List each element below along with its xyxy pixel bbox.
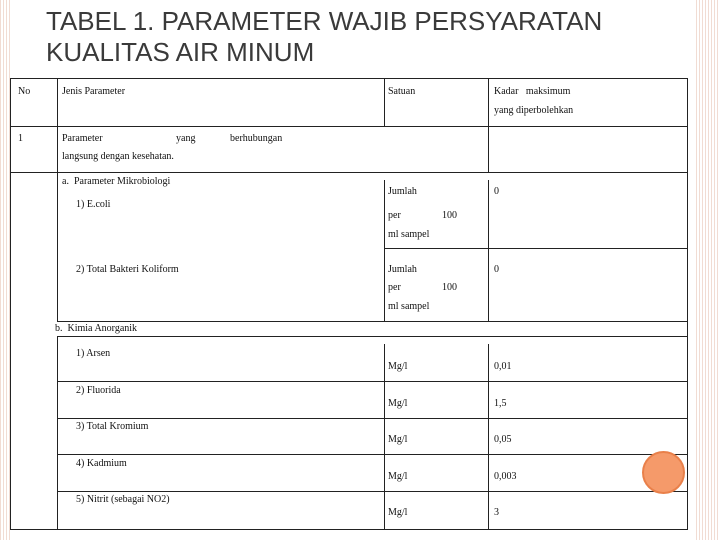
koliform-satuan-3: 100: [442, 282, 457, 293]
kimia-row-2-satuan: Mg/l: [388, 398, 408, 409]
ecoli-satuan-4: ml sampel: [388, 229, 430, 240]
table-bottom-border: [10, 529, 688, 530]
row1-param-c: berhubungan: [230, 133, 283, 144]
header-no: No: [18, 86, 31, 97]
row1-param-a: Parameter: [62, 133, 103, 144]
micro-ecoli-bottom: [384, 248, 488, 249]
ecoli-satuan-3: 100: [442, 210, 457, 221]
kimia-row-sep-3: [57, 454, 688, 455]
micro-bottom: [57, 321, 688, 322]
micro-satuan-sep: [384, 180, 385, 321]
kimia-kadar-sep: [488, 344, 489, 530]
kimia-left: [57, 336, 58, 530]
koliform-satuan-4: ml sampel: [388, 301, 430, 312]
col-separator-1: [57, 78, 58, 173]
ecoli-satuan-2: per: [388, 210, 401, 221]
header-satuan: Satuan: [388, 86, 416, 97]
kimia-row-sep-1: [57, 381, 688, 382]
left-decorative-stripe: [0, 0, 10, 540]
koliform-satuan-1: Jumlah: [388, 264, 417, 275]
kimia-satuan-sep: [384, 344, 385, 530]
kimia-row-5-kadar: 3: [494, 507, 499, 518]
kimia-row-2-kadar: 1,5: [494, 398, 507, 409]
table-left-border: [10, 78, 11, 530]
kimia-row-sep-4: [57, 491, 688, 492]
table-right-border: [687, 78, 688, 530]
kimia-row-sep-2: [57, 418, 688, 419]
kimia-row-2-name: 2) Fluorida: [76, 385, 121, 396]
row1-param-b: yang: [176, 133, 196, 144]
ecoli-name: 1) E.coli: [76, 199, 111, 210]
ecoli-satuan-1: Jumlah: [388, 186, 417, 197]
kimia-row-4-kadar: 0,003: [494, 471, 517, 482]
header-separator: [10, 126, 688, 127]
header-kadar-line2: yang diperbolehkan: [494, 105, 574, 116]
kimia-row-1-satuan: Mg/l: [388, 361, 408, 372]
kimia-row-4-name: 4) Kadmium: [76, 458, 127, 469]
kimia-section-label: b. Kimia Anorganik: [55, 323, 138, 334]
slide-title: TABEL 1. PARAMETER WAJIB PERSYARATAN KUALITAS AIR MINUM: [46, 6, 603, 67]
micro-section-label: a. Parameter Mikrobiologi: [62, 176, 171, 187]
row1-param-line2: langsung dengan kesehatan.: [62, 151, 174, 162]
kimia-row-5-name: 5) Nitrit (sebagai NO2): [76, 494, 170, 505]
header-jenis-parameter: Jenis Parameter: [62, 86, 126, 97]
koliform-kadar: 0: [494, 264, 499, 275]
col-separator-3: [488, 78, 489, 173]
table-top-border: [10, 78, 688, 79]
kimia-row-1-kadar: 0,01: [494, 361, 512, 372]
ecoli-kadar: 0: [494, 186, 499, 197]
kimia-row-3-kadar: 0,05: [494, 434, 512, 445]
parameter-table: [10, 78, 688, 530]
kimia-row-3-name: 3) Total Kromium: [76, 421, 149, 432]
koliform-name: 2) Total Bakteri Koliform: [76, 264, 179, 275]
orange-circle-decoration: [642, 451, 685, 494]
kimia-row-4-satuan: Mg/l: [388, 471, 408, 482]
row1-no: 1: [18, 133, 23, 144]
col-separator-2: [384, 78, 385, 127]
micro-kadar-sep: [488, 180, 489, 321]
header-kadar-line1: Kadar maksimum: [494, 86, 571, 97]
kimia-header-bottom: [57, 336, 688, 337]
micro-top: [57, 172, 688, 173]
micro-ecoli-bottom-b: [488, 248, 688, 249]
micro-left: [57, 172, 58, 321]
right-decorative-stripe: [696, 0, 720, 540]
kimia-row-5-satuan: Mg/l: [388, 507, 408, 518]
kimia-row-1-name: 1) Arsen: [76, 348, 111, 359]
koliform-satuan-2: per: [388, 282, 401, 293]
kimia-row-3-satuan: Mg/l: [388, 434, 408, 445]
